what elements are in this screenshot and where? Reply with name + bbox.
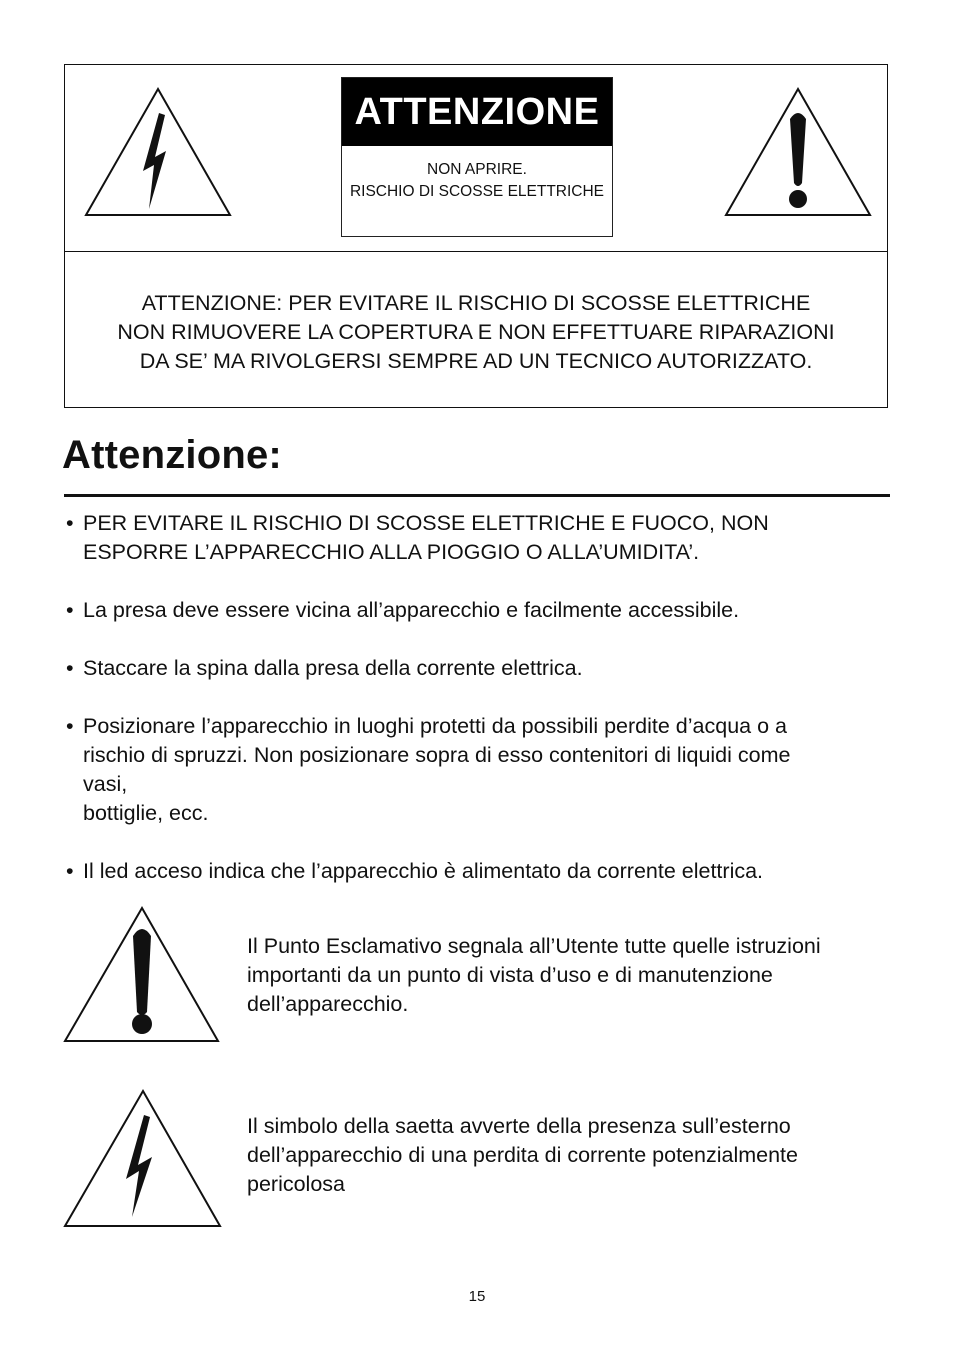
caution-label-subtitle — [342, 159, 612, 203]
bullet-dot: • — [66, 859, 74, 883]
lightning-symbol-icon — [62, 1087, 224, 1234]
section-heading: Attenzione: — [62, 433, 282, 477]
warning-text — [65, 289, 887, 376]
warning-text-line: NON RIMUOVERE LA COPERTURA E NON EFFETTUARE RIPARAZIONI — [117, 320, 835, 344]
list-item — [66, 712, 896, 828]
symbol-description-line: importanti da un punto di vista d’uso e di manutenzione — [247, 963, 773, 987]
list-item-text: bottiglie, ecc. — [83, 801, 209, 825]
list-item-text: rischio di spruzzi. Non posizionare sopra di esso contenitori di liquidi come — [83, 743, 791, 767]
caution-label-line: RISCHIO DI SCOSSE ELETTRICHE — [349, 183, 605, 200]
symbol-description-line: Il simbolo della saetta avverte della presenza sull’esterno — [247, 1114, 791, 1138]
list-item-text: Posizionare l’apparecchio in luoghi protetti da possibili perdite d’acqua o a — [83, 714, 787, 738]
exclamation-symbol-description — [247, 932, 821, 1019]
list-item-text: Staccare la spina dalla presa della corrente elettrica. — [83, 656, 583, 680]
bullet-dot: • — [66, 656, 74, 680]
list-item — [66, 857, 896, 886]
caution-label — [341, 77, 613, 237]
symbol-description-line: Il Punto Esclamativo segnala all’Utente tutte quelle istruzioni — [247, 934, 821, 958]
list-item-text: Il led acceso indica che l’apparecchio è alimentato da corrente elettrica. — [83, 859, 764, 883]
symbol-description-line: pericolosa — [247, 1172, 345, 1196]
warning-box-divider — [65, 251, 887, 252]
symbol-description-line: dell’apparecchio di una perdita di corrente potenzialmente — [247, 1143, 798, 1167]
caution-label-header: ATTENZIONE — [342, 78, 612, 146]
list-item-text: La presa deve essere vicina all’apparecchio e facilmente accessibile. — [83, 598, 740, 622]
page-number: 15 — [468, 1288, 486, 1305]
list-item-text: PER EVITARE IL RISCHIO DI SCOSSE ELETTRICHE E FUOCO, NON — [83, 511, 769, 535]
symbol-description-line: dell’apparecchio. — [247, 992, 409, 1016]
lightning-warning-icon — [83, 85, 233, 219]
bullet-dot: • — [66, 598, 74, 622]
bullet-dot: • — [66, 511, 74, 535]
warning-text-line: DA SE’ MA RIVOLGERSI SEMPRE AD UN TECNICO AUTORIZZATO. — [139, 349, 813, 373]
list-item-text: vasi, — [83, 772, 128, 796]
exclamation-symbol-icon — [62, 904, 222, 1049]
bullet-dot: • — [66, 714, 74, 738]
warning-box — [64, 64, 888, 408]
list-item — [66, 509, 896, 567]
list-item — [66, 654, 896, 683]
list-item — [66, 596, 896, 625]
section-rule — [64, 494, 890, 497]
caution-label-line: NON APRIRE. — [427, 161, 527, 178]
lightning-symbol-description — [247, 1112, 798, 1199]
warning-text-line: ATTENZIONE: PER EVITARE IL RISCHIO DI SCOSSE ELETTRICHE — [141, 291, 811, 315]
precautions-list — [66, 509, 896, 915]
exclamation-warning-icon — [723, 85, 873, 219]
list-item-text: ESPORRE L’APPARECCHIO ALLA PIOGGIO O ALLA’UMIDITA’. — [83, 540, 700, 564]
